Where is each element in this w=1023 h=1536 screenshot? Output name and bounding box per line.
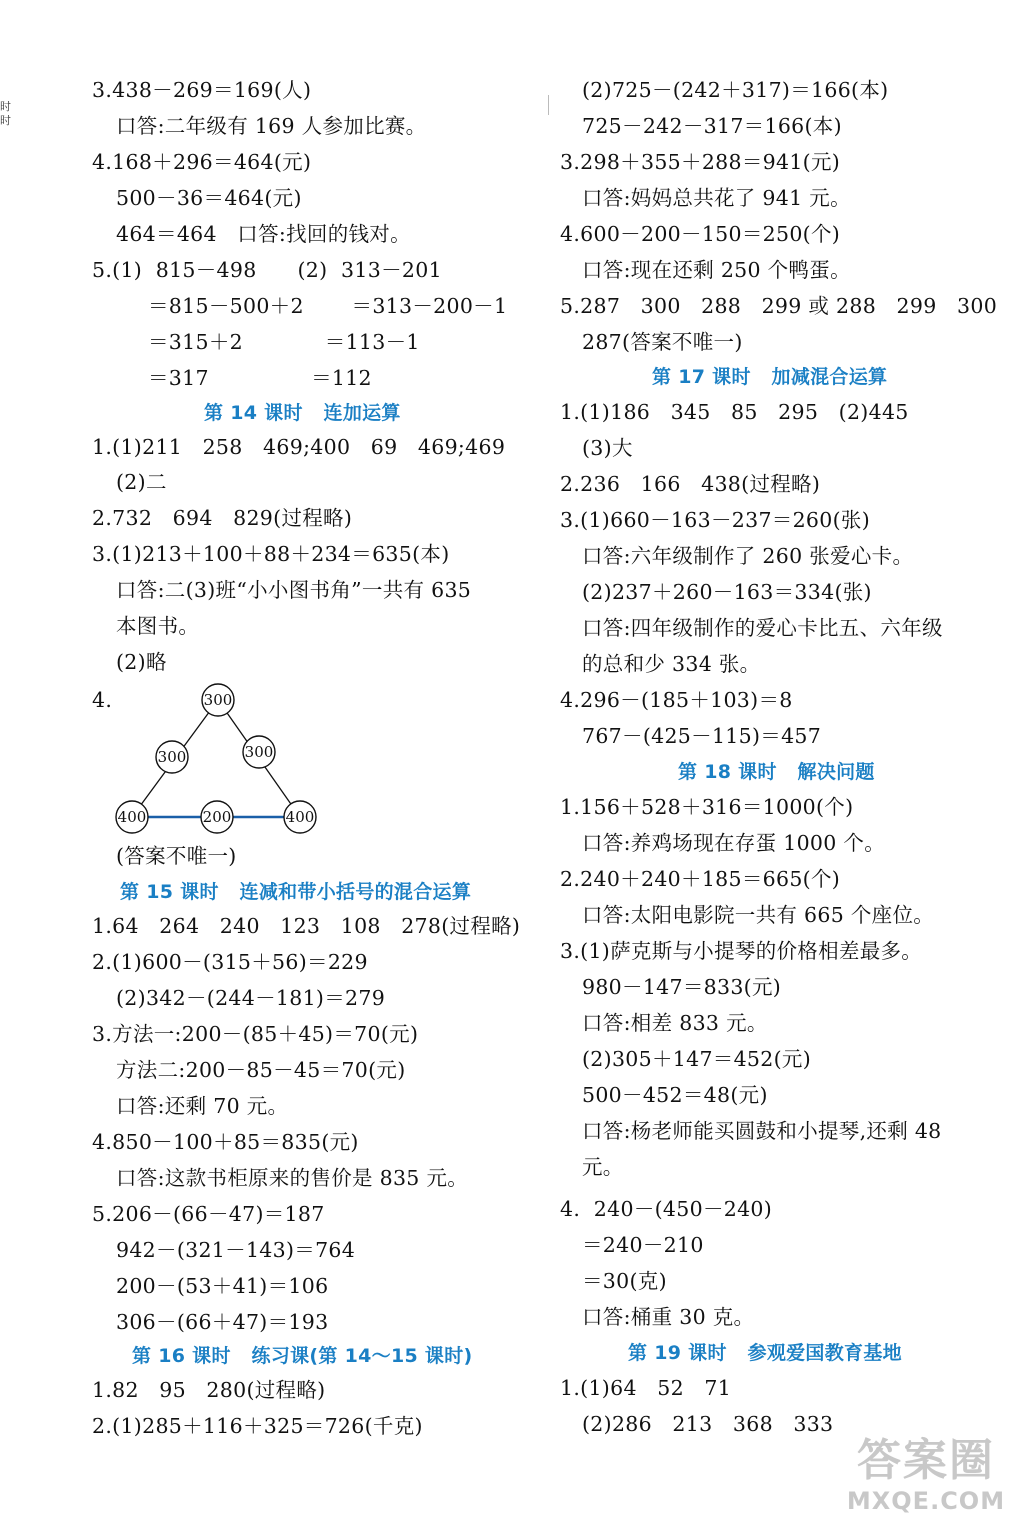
section-heading: 第 18 课时 解决问题: [678, 761, 875, 783]
answer-line: 2.240＋240＋185＝665(个): [560, 867, 841, 891]
answer-line: 2.236 166 438(过程略): [560, 472, 821, 496]
circle-right-middle: [243, 736, 275, 768]
circle-bottom-right: [284, 801, 316, 833]
answer-line: 3.(1)660－163－237＝260(张): [560, 508, 871, 532]
answer-line: 口答:桶重 30 克。: [582, 1305, 755, 1329]
circle-bottom-middle-value: 200: [202, 808, 232, 826]
section-heading: 第 16 课时 练习课(第 14～15 课时): [132, 1345, 473, 1367]
watermark-site-text: MXQE.COM: [846, 1487, 1006, 1515]
answer-line: 本图书。: [116, 614, 200, 638]
answer-line: 口答:养鸡场现在存蛋 1000 个。: [582, 831, 886, 855]
answer-line: 口答:二年级有 169 人参加比赛。: [116, 114, 427, 138]
answer-line: 口答:这款书柜原来的售价是 835 元。: [116, 1166, 469, 1190]
answer-line: (3)大: [582, 436, 633, 460]
circle-bottom-middle: [201, 801, 233, 833]
answer-line: ＝240－210: [582, 1233, 704, 1257]
answer-line: 767－(425－115)＝457: [582, 724, 822, 748]
answer-line: (答案不唯一): [116, 844, 237, 868]
answer-line: 口答:四年级制作的爱心卡比五、六年级: [582, 616, 943, 640]
answer-line: 口答:二(3)班“小小图书角”一共有 635: [116, 578, 472, 602]
answer-line: (2)237＋260－163＝334(张): [582, 580, 872, 604]
answer-line: 3.方法一:200－(85＋45)＝70(元): [92, 1022, 419, 1046]
section-heading: 第 19 课时 参观爱国教育基地: [628, 1342, 902, 1364]
answer-line: 方法二:200－85－45＝70(元): [116, 1058, 406, 1082]
circle-left-middle: [156, 741, 188, 773]
circle-bottom-right-value: 400: [285, 808, 315, 826]
circle-top-value: 300: [203, 691, 233, 709]
answer-line: ＝315＋2 ＝113－1: [148, 330, 420, 354]
answer-line: 725－242－317＝166(本): [582, 114, 842, 138]
answer-line: ＝30(克): [582, 1269, 667, 1293]
answer-line: 口答:六年级制作了 260 张爱心卡。: [582, 544, 914, 568]
answer-line: 980－147＝833(元): [582, 975, 782, 999]
answer-line: 1.64 264 240 123 108 278(过程略): [92, 914, 521, 938]
answer-line: 2.(1)285＋116＋325＝726(千克): [92, 1414, 423, 1438]
answer-line: 287(答案不唯一): [582, 330, 743, 354]
answer-line: 口答:还剩 70 元。: [116, 1094, 289, 1118]
answer-line: 4.168＋296＝464(元): [92, 150, 312, 174]
answer-line: 口答:太阳电影院一共有 665 个座位。: [582, 903, 935, 927]
answer-line: (2)286 213 368 333: [582, 1412, 834, 1436]
answer-line: (2)略: [116, 650, 167, 674]
answer-line: 3.(1)213＋100＋88＋234＝635(本): [92, 542, 450, 566]
answer-line: 口答:相差 833 元。: [582, 1011, 768, 1035]
answer-line: 1.(1)186 345 85 295 (2)445: [560, 400, 909, 424]
answer-line: (2)二: [116, 470, 167, 494]
answer-line: ＝317 ＝112: [148, 366, 372, 390]
circle-bottom-left: [116, 801, 148, 833]
circle-top: [202, 684, 234, 716]
answer-line: 200－(53＋41)＝106: [116, 1274, 329, 1298]
answer-line: 3.(1)萨克斯与小提琴的价格相差最多。: [560, 939, 923, 963]
answer-line: 元。: [582, 1155, 624, 1179]
answer-line: 5.287 300 288 299 或 288 299 300: [560, 294, 998, 318]
answer-line: 4.600－200－150＝250(个): [560, 222, 841, 246]
watermark-logo-text: 答案圈: [857, 1435, 995, 1486]
answer-line: 口答:杨老师能买圆鼓和小提琴,还剩 48: [582, 1119, 942, 1143]
answer-line: 1.(1)211 258 469;400 69 469;469: [92, 435, 506, 459]
section-heading: 第 15 课时 连减和带小括号的混合运算: [120, 881, 472, 903]
answer-line: 942－(321－143)＝764: [116, 1238, 356, 1262]
page-edge-mark: 时 时: [0, 100, 11, 127]
circle-right-middle-value: 300: [244, 743, 274, 761]
answer-line: 2.732 694 829(过程略): [92, 506, 353, 530]
answer-line: 4. 240－(450－240): [560, 1197, 773, 1221]
circle-left-middle-value: 300: [157, 748, 187, 766]
answer-line: 口答:现在还剩 250 个鸭蛋。: [582, 258, 851, 282]
answer-line: 4.850－100＋85＝835(元): [92, 1130, 359, 1154]
answer-line: 2.(1)600－(315＋56)＝229: [92, 950, 368, 974]
section-heading: 第 17 课时 加减混合运算: [652, 366, 888, 388]
answer-line: 5.206－(66－47)＝187: [92, 1202, 325, 1226]
answer-line: 306－(66＋47)＝193: [116, 1310, 329, 1334]
section-heading: 第 14 课时 连加运算: [204, 402, 401, 424]
answer-line: 4.: [92, 688, 113, 712]
answer-line: 1.(1)64 52 71: [560, 1376, 732, 1400]
circle-bottom-left-value: 400: [117, 808, 147, 826]
answer-line: (2)305＋147＝452(元): [582, 1047, 812, 1071]
answer-line: 500－452＝48(元): [582, 1083, 768, 1107]
answer-line: 口答:妈妈总共花了 941 元。: [582, 186, 851, 210]
column-divider: [548, 95, 549, 115]
answer-line: 1.156＋528＋316＝1000(个): [560, 795, 854, 819]
answer-line: 的总和少 334 张。: [582, 652, 761, 676]
answer-line: 500－36＝464(元): [116, 186, 302, 210]
answer-line: 4.296－(185＋103)＝8: [560, 688, 793, 712]
answer-line: 5.(1) 815－498 (2) 313－201: [92, 258, 442, 282]
triangle-diagram: [110, 680, 330, 840]
answer-line: ＝815－500＋2 ＝313－200－1: [148, 294, 508, 318]
answer-line: (2)342－(244－181)＝279: [116, 986, 386, 1010]
answer-line: 464＝464 口答:找回的钱对。: [116, 222, 411, 246]
answer-line: 1.82 95 280(过程略): [92, 1378, 326, 1402]
answer-line: (2)725－(242＋317)＝166(本): [582, 78, 889, 102]
answer-line: 3.438－269＝169(人): [92, 78, 312, 102]
answer-line: 3.298＋355＋288＝941(元): [560, 150, 841, 174]
watermark-logo: [841, 1436, 1011, 1526]
